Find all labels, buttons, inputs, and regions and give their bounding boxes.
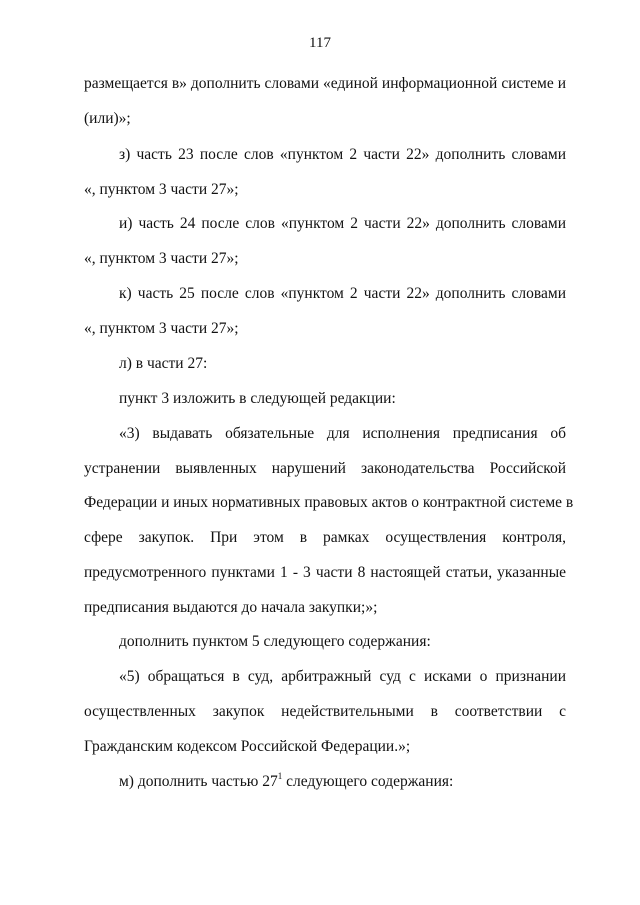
text-line: Гражданским кодексом Российской Федерации.»; bbox=[84, 738, 411, 755]
text-line: «3) выдавать обязательные для исполнения предписания об bbox=[119, 425, 566, 442]
page-number: 117 bbox=[309, 35, 331, 51]
text-line: «, пунктом 3 части 27»; bbox=[84, 181, 239, 198]
text-line: дополнить пунктом 5 следующего содержания: bbox=[119, 633, 431, 650]
text-line: Федерации и иных нормативных правовых актов о контрактной системе в bbox=[84, 494, 574, 511]
text-line: и) часть 24 после слов «пунктом 2 части 22» дополнить словами bbox=[119, 215, 566, 232]
text-fragment: следующего содержания: bbox=[282, 773, 454, 790]
text-line: сфере закупок. При этом в рамках осуществления контроля, bbox=[84, 529, 566, 546]
text-fragment: м) дополнить частью 27 bbox=[119, 773, 278, 790]
text-line: (или)»; bbox=[84, 110, 131, 127]
text-line: размещается в» дополнить словами «единой информационной системе и bbox=[84, 75, 566, 92]
superscript: 1 bbox=[277, 771, 283, 781]
text-line: «, пунктом 3 части 27»; bbox=[84, 250, 239, 267]
text-line: осуществленных закупок недействительными в соответствии с bbox=[84, 703, 566, 720]
text-line bbox=[119, 772, 453, 792]
text-line: «5) обращаться в суд, арбитражный суд с исками о признании bbox=[119, 668, 566, 685]
text-line: пункт 3 изложить в следующей редакции: bbox=[119, 390, 396, 407]
text-line: устранении выявленных нарушений законодательства Российской bbox=[84, 460, 566, 477]
text-line: з) часть 23 после слов «пунктом 2 части 22» дополнить словами bbox=[119, 146, 566, 163]
text-line: предписания выдаются до начала закупки;»; bbox=[84, 599, 378, 616]
text-line: к) часть 25 после слов «пунктом 2 части 22» дополнить словами bbox=[119, 285, 566, 302]
text-line: предусмотренного пунктами 1 - 3 части 8 настоящей статьи, указанные bbox=[84, 564, 566, 581]
text-line: л) в части 27: bbox=[119, 355, 208, 372]
text-line: «, пунктом 3 части 27»; bbox=[84, 320, 239, 337]
